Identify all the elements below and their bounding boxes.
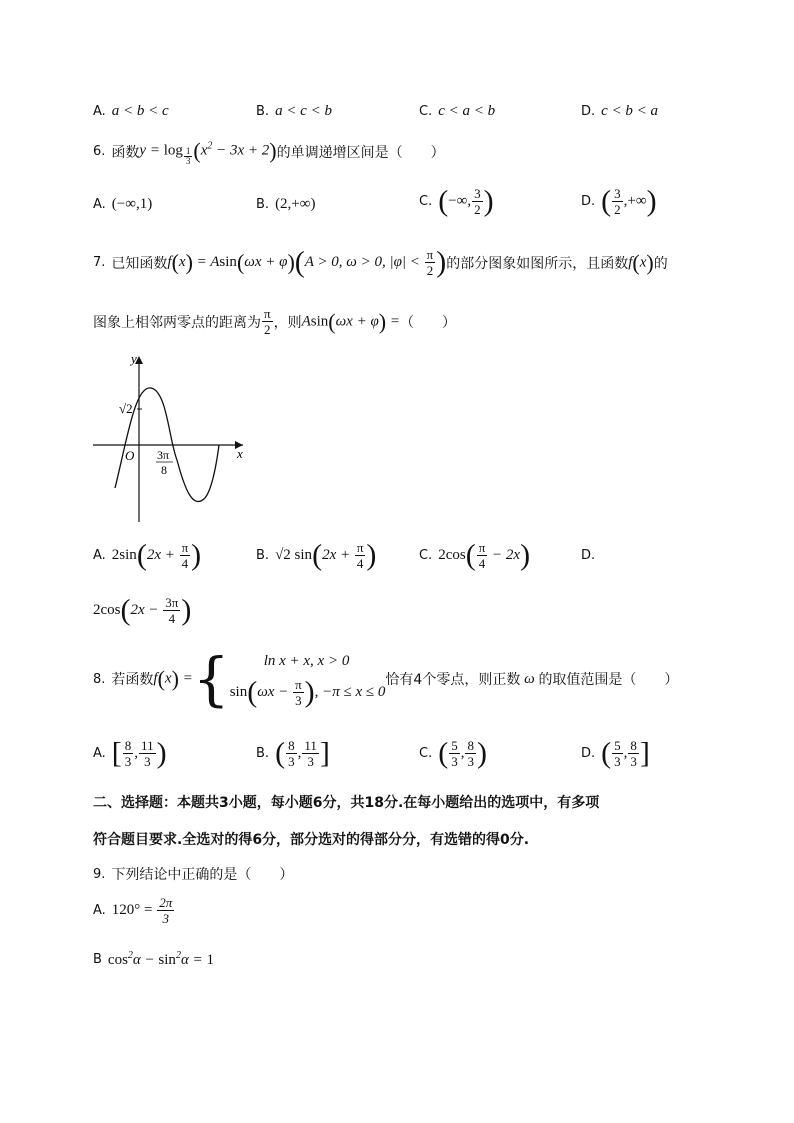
stem-text: 若函数 <box>111 672 154 688</box>
q7-expr: Asin(ωx + φ) = <box>301 308 400 334</box>
section2-heading-line1: 二、选择题：本题共3小题，每小题6分，共18分.在每小题给出的选项中，有多项 <box>93 795 600 811</box>
q6-option-c[interactable] <box>419 186 494 217</box>
option-label: C. <box>419 104 433 119</box>
y-tick-label: √2 <box>119 401 133 416</box>
q5-option-c[interactable] <box>419 103 495 120</box>
option-label: B <box>93 952 102 967</box>
option-text: (2,+∞) <box>275 196 316 212</box>
stem-text: 下列结论中正确的是（ ） <box>111 867 294 883</box>
stem-text: 图象上相邻两零点的距离为 <box>93 314 261 331</box>
option-label: C. <box>419 194 433 209</box>
q7-sine-graph <box>93 350 253 525</box>
option-math: ( $\frac{5}{3}$ , $\frac{8}{3}$ ) <box>438 736 487 770</box>
q8-function-f: f(x) = <box>153 666 193 691</box>
stem-text: 的 <box>653 255 668 272</box>
piecewise-cases <box>230 648 386 710</box>
option-math: ( $\frac{8}{3}$ , $\frac{11}{3}$ ] <box>275 736 330 770</box>
option-label: B. <box>256 548 270 563</box>
q7-option-a[interactable] <box>93 540 201 571</box>
q7-stem-line2 <box>93 306 456 337</box>
stem-text: （ ） <box>399 314 456 331</box>
x-tick-denominator: 8 <box>161 463 167 477</box>
option-label: B. <box>256 197 270 212</box>
stem-text: ，则 <box>273 314 302 331</box>
piecewise-brace: { <box>192 645 230 713</box>
q6-option-b[interactable] <box>256 196 315 213</box>
question-number: 9. <box>93 866 106 882</box>
q7-stem-line1 <box>93 247 668 278</box>
stem-text: 的取值范围是（ ） <box>538 672 679 688</box>
q9-option-a[interactable] <box>93 895 175 926</box>
q8-option-a[interactable] <box>93 738 167 769</box>
option-math: 120° = $\frac{2\pi}{3}$ <box>111 895 173 926</box>
q8-stem <box>93 645 679 713</box>
case-2: sin(ωx − $\frac{\pi}{3}$ ), −π ≤ x ≤ 0 <box>229 675 386 709</box>
q7-option-d-content[interactable] <box>93 595 191 626</box>
option-math: [ $\frac{8}{3}$ , $\frac{11}{3}$ ) <box>111 736 167 770</box>
y-axis-label: y <box>131 351 137 366</box>
q8-option-b[interactable] <box>256 738 330 769</box>
q8-option-d[interactable] <box>581 738 650 769</box>
q9-stem <box>93 864 293 884</box>
option-label: D. <box>581 548 596 563</box>
option-label: B. <box>256 104 270 119</box>
q7-function: f(x) = Asin(ωx + φ)(A > 0, ω > 0, |φ| < $\frac{\pi}{2}$ ) <box>167 245 447 279</box>
origin-label: O <box>125 448 135 463</box>
q7-option-d[interactable] <box>581 548 601 563</box>
x-axis-label: x <box>237 446 243 461</box>
option-math: 2sin(2x + $\frac{\pi}{4}$ ) <box>111 538 202 572</box>
omega-symbol: ω <box>520 670 539 687</box>
q8-option-c[interactable] <box>419 738 487 769</box>
question-number: 6. <box>93 144 106 160</box>
q7-distance: $\frac{\pi}{2}$ <box>264 306 271 337</box>
option-text: (−∞,1) <box>111 196 153 212</box>
stem-text: 的单调递增区间是（ ） <box>276 144 445 161</box>
option-label: A. <box>93 197 106 212</box>
q6-stem <box>93 138 445 166</box>
q5-option-a[interactable] <box>93 103 169 120</box>
x-tick-numerator: 3π <box>157 448 170 462</box>
option-label: C. <box>419 548 433 563</box>
q9-option-b[interactable] <box>93 950 214 969</box>
option-label: A. <box>93 903 106 918</box>
option-math: ( $\frac{3}{2}$ ,+∞) <box>601 184 657 218</box>
option-label: C. <box>419 746 433 761</box>
option-math: 2cos( $\frac{\pi}{4}$ − 2x) <box>438 538 531 572</box>
q6-function: y = log $_{\frac{1}{3}}$ $(x^2 - 3x + 2)$ <box>139 138 277 166</box>
question-number: 7. <box>93 255 106 270</box>
question-number: 8. <box>93 671 106 687</box>
q5-option-b[interactable] <box>256 103 332 120</box>
stem-text: 函数 <box>111 144 140 161</box>
option-text: c < b < a <box>601 103 659 119</box>
option-math: √2 sin(2x + $\frac{\pi}{4}$ ) <box>275 538 377 572</box>
option-label: A. <box>93 746 106 761</box>
q6-option-d[interactable] <box>581 186 657 217</box>
stem-text: 恰有4个零点，则正数 <box>385 672 521 688</box>
option-math: $\cos^2\alpha - \sin^2\alpha = 1$ <box>107 950 214 968</box>
q7-function-f: f(x) <box>628 249 654 275</box>
option-label: D. <box>581 194 596 209</box>
q6-option-a[interactable] <box>93 196 152 213</box>
option-label: D. <box>581 746 596 761</box>
q7-option-b[interactable] <box>256 540 376 571</box>
stem-text: 的部分图象如图所示，且函数 <box>446 255 629 272</box>
option-label: A. <box>93 104 106 119</box>
section2-heading-line2: 符合题目要求.全选对的得6分，部分选对的得部分分，有选错的得0分. <box>93 832 530 848</box>
option-math: ( $\frac{5}{3}$ , $\frac{8}{3}$ ] <box>601 736 650 770</box>
stem-text: 已知函数 <box>111 255 168 272</box>
q7-option-c[interactable] <box>419 540 530 571</box>
option-label: A. <box>93 548 106 563</box>
option-text: a < c < b <box>275 103 332 119</box>
option-text: a < b < c <box>111 103 169 119</box>
option-math: 2cos(2x − $\frac{3\pi}{4}$ ) <box>93 593 192 627</box>
case-1: ln x + x, x > 0 <box>263 653 350 669</box>
option-label: B. <box>256 746 270 761</box>
option-label: D. <box>581 104 596 119</box>
option-math: (−∞, $\frac{3}{2}$ ) <box>438 184 494 218</box>
q5-option-d[interactable] <box>581 103 658 120</box>
option-text: c < a < b <box>438 103 496 119</box>
